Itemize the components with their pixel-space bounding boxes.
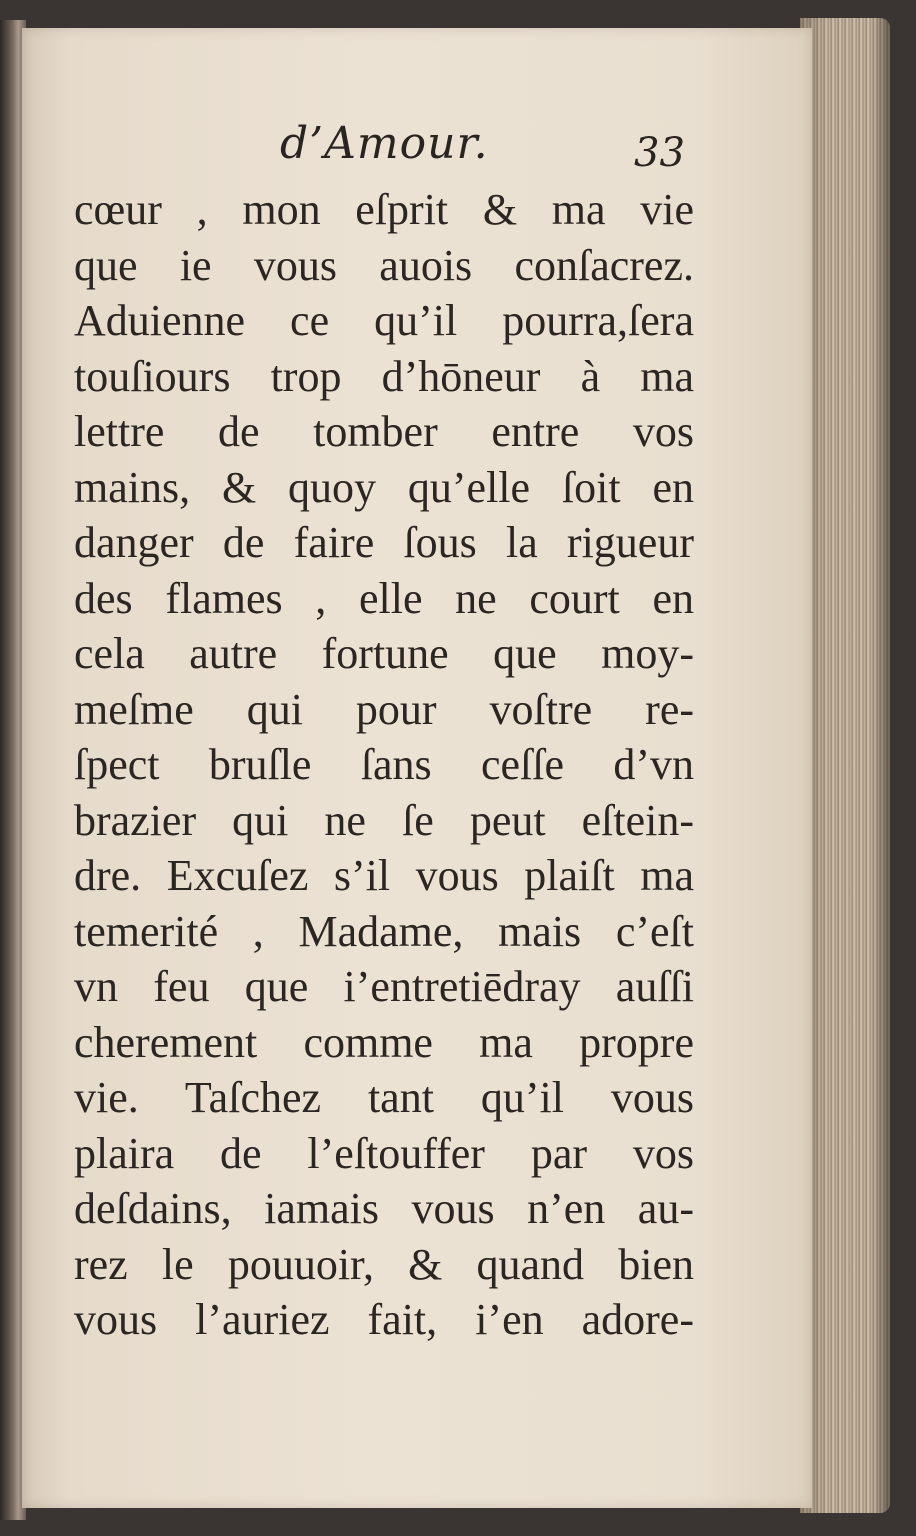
text-line: ſpect bruſle ſans ceſſe d’vn: [74, 740, 694, 789]
running-head: d’Amour.: [280, 118, 489, 169]
text-line: deſdains, iamais vous n’en au-: [74, 1184, 694, 1233]
text-line: cœur , mon eſprit & ma vie: [74, 185, 694, 234]
text-line: que ie vous auois conſacrez.: [74, 240, 694, 290]
page-number: 33: [634, 130, 685, 176]
text-line: touſiours trop d’hōneur à ma: [74, 351, 694, 401]
text-line: meſme qui pour voſtre re-: [74, 684, 694, 734]
body-text: [74, 182, 694, 1348]
text-line: cela autre fortune que moy-: [74, 629, 694, 678]
text-line: vous l’auriez fait, i’en adore-: [74, 1295, 694, 1344]
text-line: brazier qui ne ſe peut eſtein-: [74, 795, 694, 845]
text-line: vn feu que i’entretiēdray auſſi: [74, 962, 694, 1011]
fore-edge-shadow: [800, 18, 890, 1513]
text-line: danger de faire ſous la rigueur: [74, 518, 694, 567]
text-line: vie. Taſchez tant qu’il vous: [74, 1073, 694, 1122]
text-line: dre. Excuſez s’il vous plaiſt ma: [74, 851, 694, 900]
text-line: plaira de l’eſtouffer par vos: [74, 1128, 694, 1178]
text-line: lettre de tomber entre vos: [74, 407, 694, 456]
text-line: rez le pouuoir, & quand bien: [74, 1239, 694, 1289]
text-line: cherement comme ma propre: [74, 1017, 694, 1067]
text-line: des flames , elle ne court en: [74, 573, 694, 623]
text-line: temerité , Madame, mais c’eſt: [74, 906, 694, 956]
text-line: mains, & quoy qu’elle ſoit en: [74, 462, 694, 512]
text-line: Aduienne ce qu’il pourra,ſera: [74, 296, 694, 345]
